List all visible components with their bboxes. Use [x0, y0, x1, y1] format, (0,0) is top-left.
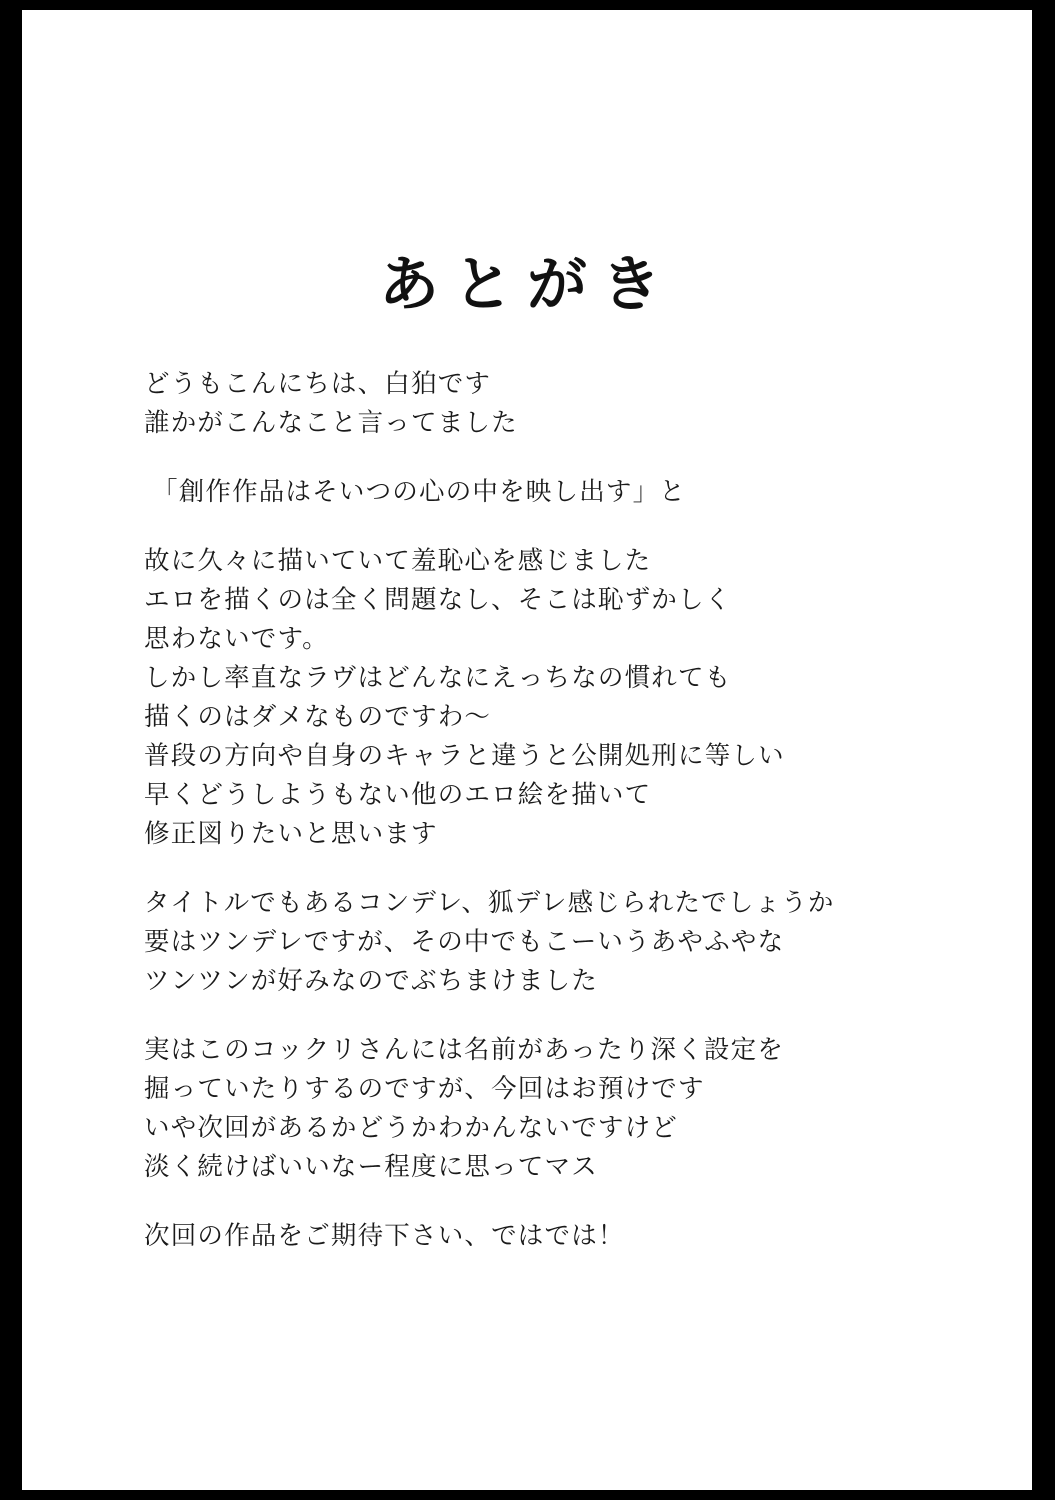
text-line: エロを描くのは全く問題なし、そこは恥ずかしく — [144, 585, 732, 615]
text-line: 故に久々に描いていて羞恥心を感じました — [144, 546, 652, 576]
text-line: 「創作作品はそいつの心の中を映し出す」と — [152, 477, 687, 507]
paragraph-embarrassment — [144, 542, 944, 854]
paragraph-kondere — [144, 884, 944, 1001]
text-line: 早くどうしようもない他のエロ絵を描いて — [144, 780, 652, 810]
text-line: 描くのはダメなものですわ〜 — [144, 702, 492, 732]
text-line: タイトルでもあるコンデレ、狐デレ感じられたでしょうか — [144, 888, 835, 918]
paragraph-closing — [144, 1217, 944, 1256]
text-line: 実はこのコックリさんには名前があったり深く設定を — [144, 1035, 785, 1065]
text-line: 思わないです。 — [144, 624, 329, 654]
text-line: どうもこんにちは、白狛です — [144, 369, 492, 399]
text-line: 次回の作品をご期待下さい、ではでは！ — [144, 1221, 625, 1251]
afterword-body — [144, 365, 944, 1256]
paragraph-greeting — [144, 365, 944, 443]
paragraph-quote — [144, 473, 944, 512]
paragraph-kokkuri — [144, 1031, 944, 1187]
text-line: いや次回があるかどうかわかんないですけど — [144, 1113, 679, 1143]
text-line: 掘っていたりするのですが、今回はお預けです — [144, 1074, 705, 1104]
text-line: 誰かがこんなこと言ってました — [144, 408, 518, 438]
paper-sheet — [22, 10, 1032, 1490]
text-line: 要はツンデレですが、その中でもこーいうあやふやな — [144, 927, 785, 957]
text-line: ツンツンが好みなのでぶちまけました — [144, 966, 598, 996]
page-title: あとがき — [379, 250, 675, 320]
text-line: 修正図りたいと思います — [144, 819, 438, 849]
text-line: しかし率直なラヴはどんなにえっちなの慣れても — [144, 663, 732, 693]
text-line: 普段の方向や自身のキャラと違うと公開処刑に等しい — [144, 741, 785, 771]
text-line: 淡く続けばいいなー程度に思ってマス — [144, 1152, 598, 1182]
